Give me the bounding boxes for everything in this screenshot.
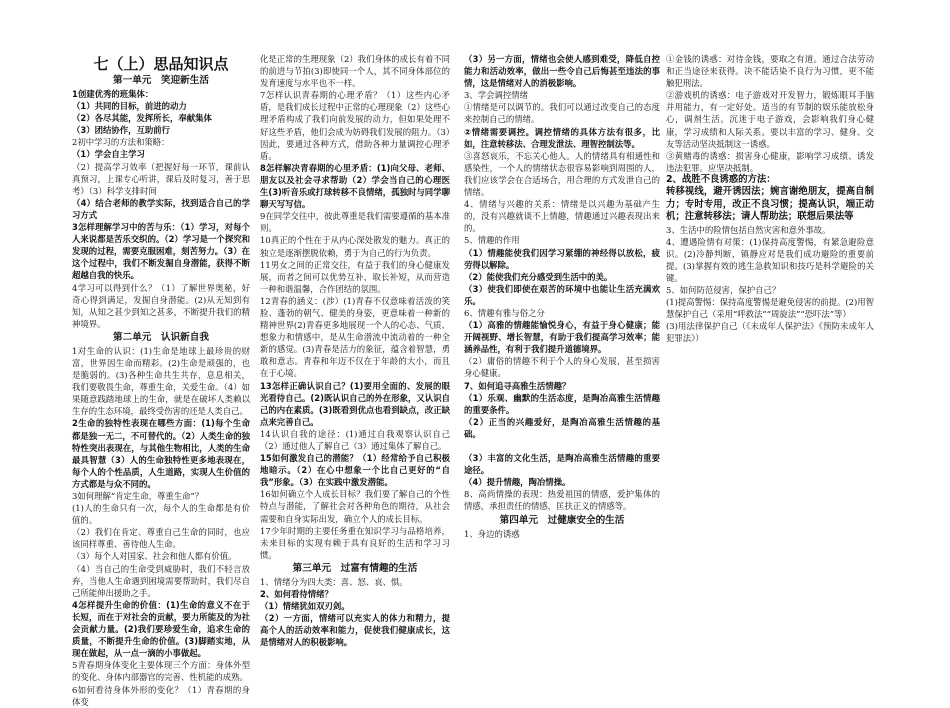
text-paragraph: (1)提高警惕：保持高度警惕是避免侵害的前提。(2)用智慧保护自己（采用“呼救法”“周旋法”“恐吓法”等） <box>666 297 874 320</box>
text-paragraph: 10真正的个性在于从内心深处散发的魅力。真正的独立是逐渐摆脱依赖，勇于为自己的行为负责。 <box>260 235 450 258</box>
text-paragraph: 2、战胜不良诱惑的方法： <box>666 173 776 185</box>
unit-heading: 第二单元 认识新自我 <box>113 331 209 343</box>
text-paragraph: 4学习可以得到什么？（1）了解世界奥秘，好奇心得到满足，发掘自身潜能。(2)从无知到有知，从知之甚少到知之甚多，不断提升我们的精神境界。 <box>72 282 250 329</box>
text-paragraph: ③喜怒哀乐，不忘关心他人。人的情绪具有相通性和感染性，一个人的情绪状态很容易影响到周围的人，我们应该学会在合适场合，用合理的方式发泄自己的情绪。 <box>464 150 660 198</box>
text-paragraph: ②游戏机的诱惑：电子游戏对开发智力，锻炼眼耳手脑并用能力，有一定好处。适当的有节制的娱乐能放松身心，调剂生活。沉迷于电子游戏，会影响我们身心健康，学习成绩和人际关系。要以丰富的学习、健身、交友等活动坚决抵制这一诱惑。 <box>666 90 874 149</box>
text-paragraph: ③黄赌毒的诱惑：损害身心健康，影响学习成绩、诱发违法犯罪。应坚决抵制。 <box>666 150 874 173</box>
text-paragraph: 2初中学习的方法和策略： <box>72 137 170 148</box>
text-paragraph: （2）正当的兴趣爱好，是陶冶高雅生活情趣的基础。 <box>464 416 660 439</box>
text-paragraph: 12青春的涵义：(涉）(1)青春不仅意味着活泼的笑脸、蓬勃的朝气、健美的身姿，更意味着一种新的精神世界(2)青春更多地展现一个人的心态、气质、想象力和情感中，是从生命潜流中流动着的一种全新的感觉。(3)青春是活力的象征，蕴含着智慧，勇敢和意志。青春和年迈不仅在于年龄的大小，而且在于心境。 <box>260 295 450 379</box>
unit-heading: 第四单元 过健康安全的生活 <box>499 514 625 526</box>
text-paragraph: 14认识自我的途径：(1)通过自我观察认识自己（2）通过他人了解自己（3）通过集体了解自己。 <box>260 428 450 451</box>
text-paragraph: （3）另一方面，情绪也会使人感到难受，降低自控能力和活动效率，做出一些令自己后悔甚至违法的事情，这是情绪对人的消极影响。 <box>464 54 660 89</box>
text-paragraph: ②情绪需要调控。调控情绪的具体方法有很多，比如，注意转移法、合理发泄法、理智控制法等。 <box>464 126 660 149</box>
text-paragraph: （1）情绪犹如双刃剑。 <box>260 601 350 612</box>
text-paragraph: 6、情趣有雅与俗之分 <box>464 307 545 318</box>
column-text <box>260 53 450 649</box>
text-paragraph: 1对生命的认识：(1)生命是地球上最珍贵的财富，世界因生命而精彩。(2)生命是顽强的，也是脆弱的。(3)各种生命共生共存，息息相关，我们要敬畏生命，尊重生命，关爱生命。（4）如果随意践踏地球上的生命，就是在破坏人类赖以生存的生态环境，最终受伤害的还是人类自己。 <box>72 345 250 417</box>
text-paragraph: 17少年时期的主要任务重在知识学习与品格培养，未来目标的实现有赖于具有良好的生活和学习习惯。 <box>260 525 450 560</box>
text-paragraph: 15如何激发自己的潜能？（1）经常给予自己积极地暗示。（2）在心中想象一个比自己更好的“自我”形象。（3）在实践中激发潜能。 <box>260 453 450 488</box>
text-paragraph: 16如何确立个人成长目标？我们要了解自己的个性特点与潜能，了解社会对各种角色的期待，从社会需要和自身实际出发，确立个人的成长目标。 <box>260 489 450 524</box>
text-paragraph <box>464 440 660 452</box>
column-text <box>666 53 874 345</box>
text-paragraph: （1）共同的目标，前进的动力 <box>72 101 187 112</box>
text-paragraph: ①金钱的诱惑：对待金钱，要取之有道。通过合法劳动和正当途径来获得。决不能话染不良行为习惯，更不能触犯刑法。 <box>666 54 874 89</box>
text-paragraph: 8、高尚情操的表现：热爱祖国的情感，爱护集体的情感，承担责任的情感，匡扶正义的情感等。 <box>464 489 660 512</box>
text-paragraph: （3）团结协作，互助前行 <box>72 125 170 136</box>
text-paragraph: 2生命的独特性表现在哪些方面：(1)每个生命都是独一无二，不可替代的。（2）人类生命的独特性突出表现在，与其他生物相比，人类的生命最具智慧（3）人的生命独特性更多地表现在，每个人的个性品质，人生道路，实现人生价值的方式都是与众不同的。 <box>72 418 250 489</box>
text-paragraph: 2、如何看待情绪？ <box>260 589 333 600</box>
text-paragraph: (1)人的生命只有一次，每个人的生命都是有价值的。 <box>72 503 250 526</box>
column-4 <box>666 53 874 653</box>
column-3 <box>464 53 660 653</box>
text-paragraph: 转移视线，避开诱因法；婉言谢绝朋友，提高自制力；专时专用，改正不良习惯；提高认识，端正动机；注意转移法；请人帮助法；联想后果法等 <box>666 186 874 223</box>
text-paragraph: 4、情绪与兴趣的关系：情绪是以兴趣为基础产生的，没有兴趣就谈不上情趣，情趣通过兴趣表现出来的。 <box>464 199 660 234</box>
text-paragraph: （2）各尽其能，发挥所长，奉献集体 <box>72 113 212 124</box>
text-paragraph: （4）结合老师的教学实际，找到适合自己的学习方式 <box>72 197 250 220</box>
text-paragraph: （1）情趣能使我们因学习紧绷的神经得以放松，疲劳得以解除。 <box>464 247 660 270</box>
text-paragraph: 4、遭遇险情有对策：(1)保持高度警惕，有紧急避险意识。(2)冷静判断，镇静应对是我们成功避险的重要前提。(3)掌握有效的逃生急救知识和技巧是科学避险的关键。 <box>666 236 874 283</box>
text-paragraph: 3、学会调控情绪 <box>464 90 528 101</box>
text-paragraph: 8怎样解决青春期的心里矛盾：(1)向父母、老师、朋友以及社会寻求帮助（2）学会当自己的心理医生(3)听音乐或打球转移不良情绪，孤独时与同学聊聊天写写信。 <box>260 162 450 210</box>
page-title: 七（上）思品知识点 <box>93 55 229 73</box>
text-paragraph: 1创建优秀的班集体： <box>72 89 154 99</box>
text-paragraph: （3）丰富的文化生活，是陶冶高雅生活情趣的重要途径。 <box>464 453 660 476</box>
text-paragraph: （3）每个人对国家、社会和他人都有价值。 <box>72 551 237 562</box>
unit-heading: 第一单元 笑迎新生活 <box>113 75 209 86</box>
column-2 <box>260 53 450 653</box>
text-paragraph: (3)用法律保护自己（《未成年人保护法》《预防未成年人犯罪法》） <box>666 321 874 344</box>
text-paragraph: 3如何理解“肯定生命，尊重生命”？ <box>72 491 204 501</box>
text-paragraph: 11男女之间的正常交往，有益于我们的身心健康发展，而者之间可以优势互补，取长补短，从而营造一种和谐温馨，合作团结的氛围。 <box>260 259 450 294</box>
text-paragraph: （2）能使我们充分感受到生活中的美。 <box>464 271 613 282</box>
text-paragraph: 3、生活中的险情包括自然灾害和意外事故。 <box>666 224 831 235</box>
text-paragraph: （1）学会自主学习 <box>72 149 145 160</box>
text-paragraph: ①情绪是可以调节的。我们可以通过改变自己的态度来控制自己的情绪。 <box>464 102 660 125</box>
text-paragraph: 6如何看待身体外形的变化？（1）青春期的身体变 <box>72 684 250 707</box>
text-paragraph: （1）高雅的情趣能愉悦身心，有益于身心健康；能开阔视野、增长智慧，有助于我们提高学习效率；能涵养品性，有利于我们提升道德境界。 <box>464 320 660 355</box>
text-paragraph: 4怎样提升生命的价值：(1)生命的意义不在于长短，而在于对社会的贡献，要力所能及的为社会贡献力量。(2)我们要珍爱生命，追求生命的质量，不断提升生命的价值。(3)脚踏实地，从现在做起，从一点一滴的小事做起。 <box>72 599 250 659</box>
text-paragraph: （2）一方面，情绪可以充实人的体力和精力，提高个人的活动效率和能力，促使我们健康成长，这是情绪对人的积极影响。 <box>260 613 450 648</box>
text-paragraph: （4）提升情趣，陶冶情操。 <box>464 477 571 488</box>
text-paragraph: （1）乐观、幽默的生活态度，是陶冶高雅生活情趣的重要条件。 <box>464 392 660 415</box>
text-paragraph: 1、情绪分为四大类：喜、怒、哀、惧。 <box>260 576 408 587</box>
text-paragraph: 5、情趣的作用 <box>464 235 520 246</box>
text-paragraph: 3怎样理解学习中的苦与乐：（1）学习，对每个人来说都是苦乐交织的。（2）学习是一个探究和发现的过程，需要克服困难，刻苦努力。（3）在这个过程中，我们不断发掘自身潜能，获得不断超越自我的快乐。 <box>72 222 250 281</box>
text-paragraph: （4）当自己的生命受到威胁时，我们不轻言放弃，当他人生命遇到困境需要帮助时，我们尽自己所能伸出援助之手。 <box>72 563 250 598</box>
text-paragraph: 5青春期身体变化主要体现三个方面：身体外型的变化、身体内部器官的完善、性机能的成熟。 <box>72 660 250 683</box>
column-text <box>464 53 660 540</box>
text-paragraph: 7、如何追寻高雅生活情趣？ <box>464 380 571 391</box>
column-text <box>72 88 250 708</box>
text-paragraph: 1、身边的诱惑 <box>464 528 520 539</box>
text-paragraph: （2）提高学习效率（把握好每一环节，课前认真预习，上课专心听讲，课后及时复习，善于思考）（3）科学支排时间 <box>72 161 250 196</box>
text-paragraph: 7怎样认识青春期的心理矛盾？（1）这些内心矛盾，是我们成长过程中正常的心理现象（2）这些心理矛盾构成了我们向前发展的动力，但如果处理不好这些矛盾，他们会成为妨碍我们发展的阻力。（3）因此，要通过各种方式，借助各种力量调控心理矛盾。 <box>260 90 450 161</box>
text-paragraph: 9在同学交往中，彼此尊重是我们需要遵循的基本准则。 <box>260 211 450 234</box>
text-paragraph: 5、如何防范侵害，保护自己？ <box>666 285 781 296</box>
text-paragraph: 13怎样正确认识自己？(1)要用全面的、发展的眼光看待自己。(2)既认识自己的外在形象，又认识自己的内在素质。(3)既看到优点也看到缺点，改正缺点来完善自己。 <box>260 380 450 427</box>
text-paragraph: （3）使我们即使在艰苦的环境中也能让生活充满欢乐。 <box>464 283 660 306</box>
unit-heading: 第三单元 过富有情趣的生活 <box>292 562 418 574</box>
text-paragraph: （2）我们在肯定、尊重自己生命的同时，也应该同样尊重、善待他人生命。 <box>72 527 250 550</box>
column-1 <box>72 53 250 707</box>
text-paragraph: （2）庸俗的情趣不利于个人的身心发展，甚至损害身心健康。 <box>464 356 660 379</box>
text-paragraph: 化是正常的生理现象（2）我们身体的成长有着不同的前进与节拍(3)即使同一个人，其不同身体部位的发育速度与水平也不一样。 <box>260 54 450 89</box>
